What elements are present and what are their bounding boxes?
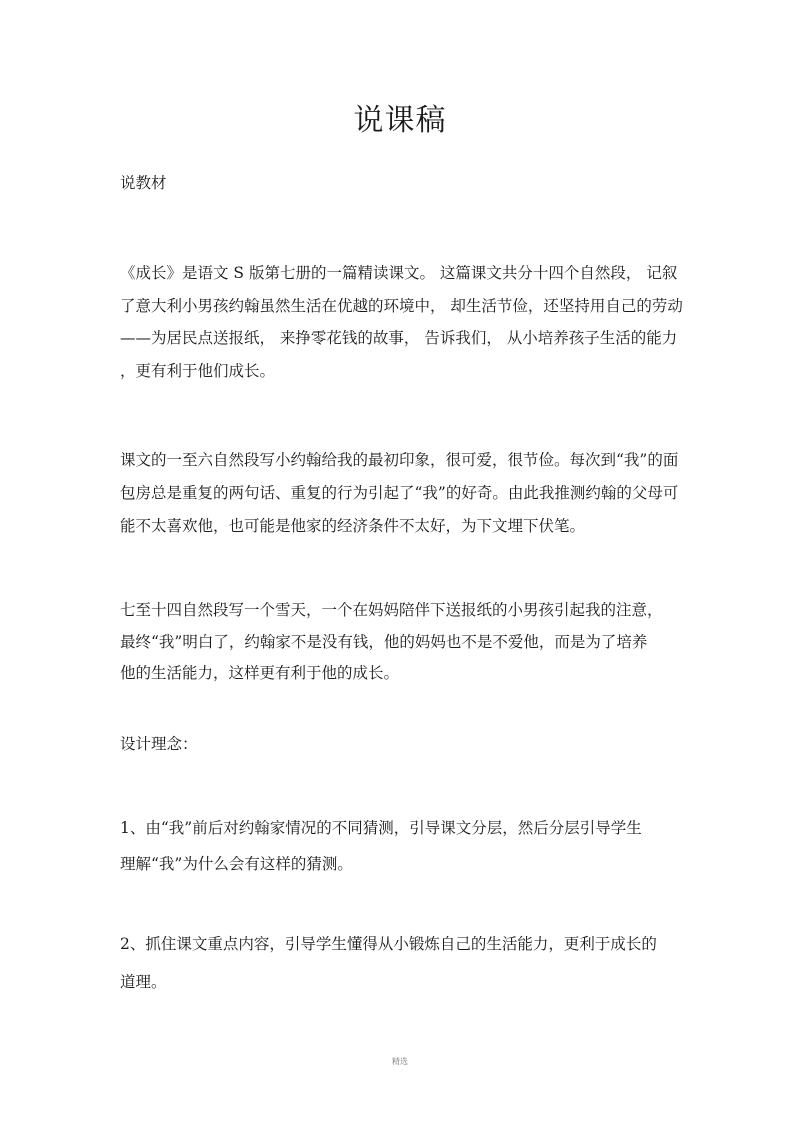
paragraph-line: 理解“我”为什么会有这样的猜测。 [120,855,353,873]
paragraph-line: 最终“我”明白了，约翰家不是没有钱，他的妈妈也不是不爱他，而是为了培养 [120,632,648,651]
paragraph-line: 他的生活能力，这样更有利于他的成长。 [120,664,400,682]
paragraph-line: ——为居民点送报纸， 来挣零花钱的故事， 告诉我们， 从小培养孩子生活的能力 [120,329,678,347]
page-footer: 精选 [392,1057,408,1066]
paragraph-second-part [120,595,680,690]
design-item-2 [120,925,680,1001]
paragraph-line: 1、由“我”前后对约翰家情况的不同猜测，引导课文分层，然后分层引导学生 [120,819,642,837]
page-title: 说课稿 [353,103,447,138]
paragraph-line: 了意大利小男孩约翰虽然生活在优越的环境中， 却生活节俭，还坚持用自己的劳动 [120,296,683,315]
heading-design: 设计理念： [120,735,198,753]
paragraph-first-part [120,444,680,543]
heading-material: 说教材 [120,174,167,192]
paragraph-line: 2、抓住课文重点内容，引导学生懂得从小锻炼自己的生活能力，更利于成长的 [120,935,657,953]
paragraph-line: ，更有利于他们成长。 [120,361,276,380]
paragraph-line: 包房总是重复的两句话、重复的行为引起了“我”的好奇。由此我推测约翰的父母可 [120,484,679,502]
paragraph-line: 能不太喜欢他，也可能是他家的经济条件不太好，为下文埋下伏笔。 [120,517,586,535]
paragraph-line: 《成长》是语文 S 版第七册的一篇精读课文。 这篇课文共分十四个自然段， 记叙 [120,264,678,282]
paragraph-intro [120,257,683,387]
paragraph-line: 七至十四自然段写一个雪天，一个在妈妈陪伴下送报纸的小男孩引起我的注意， [120,601,663,619]
paragraph-line: 道理。 [120,973,167,991]
design-item-1 [120,810,680,882]
paragraph-line: 课文的一至六自然段写小约翰给我的最初印象，很可爱，很节俭。每次到“我”的面 [120,451,679,469]
